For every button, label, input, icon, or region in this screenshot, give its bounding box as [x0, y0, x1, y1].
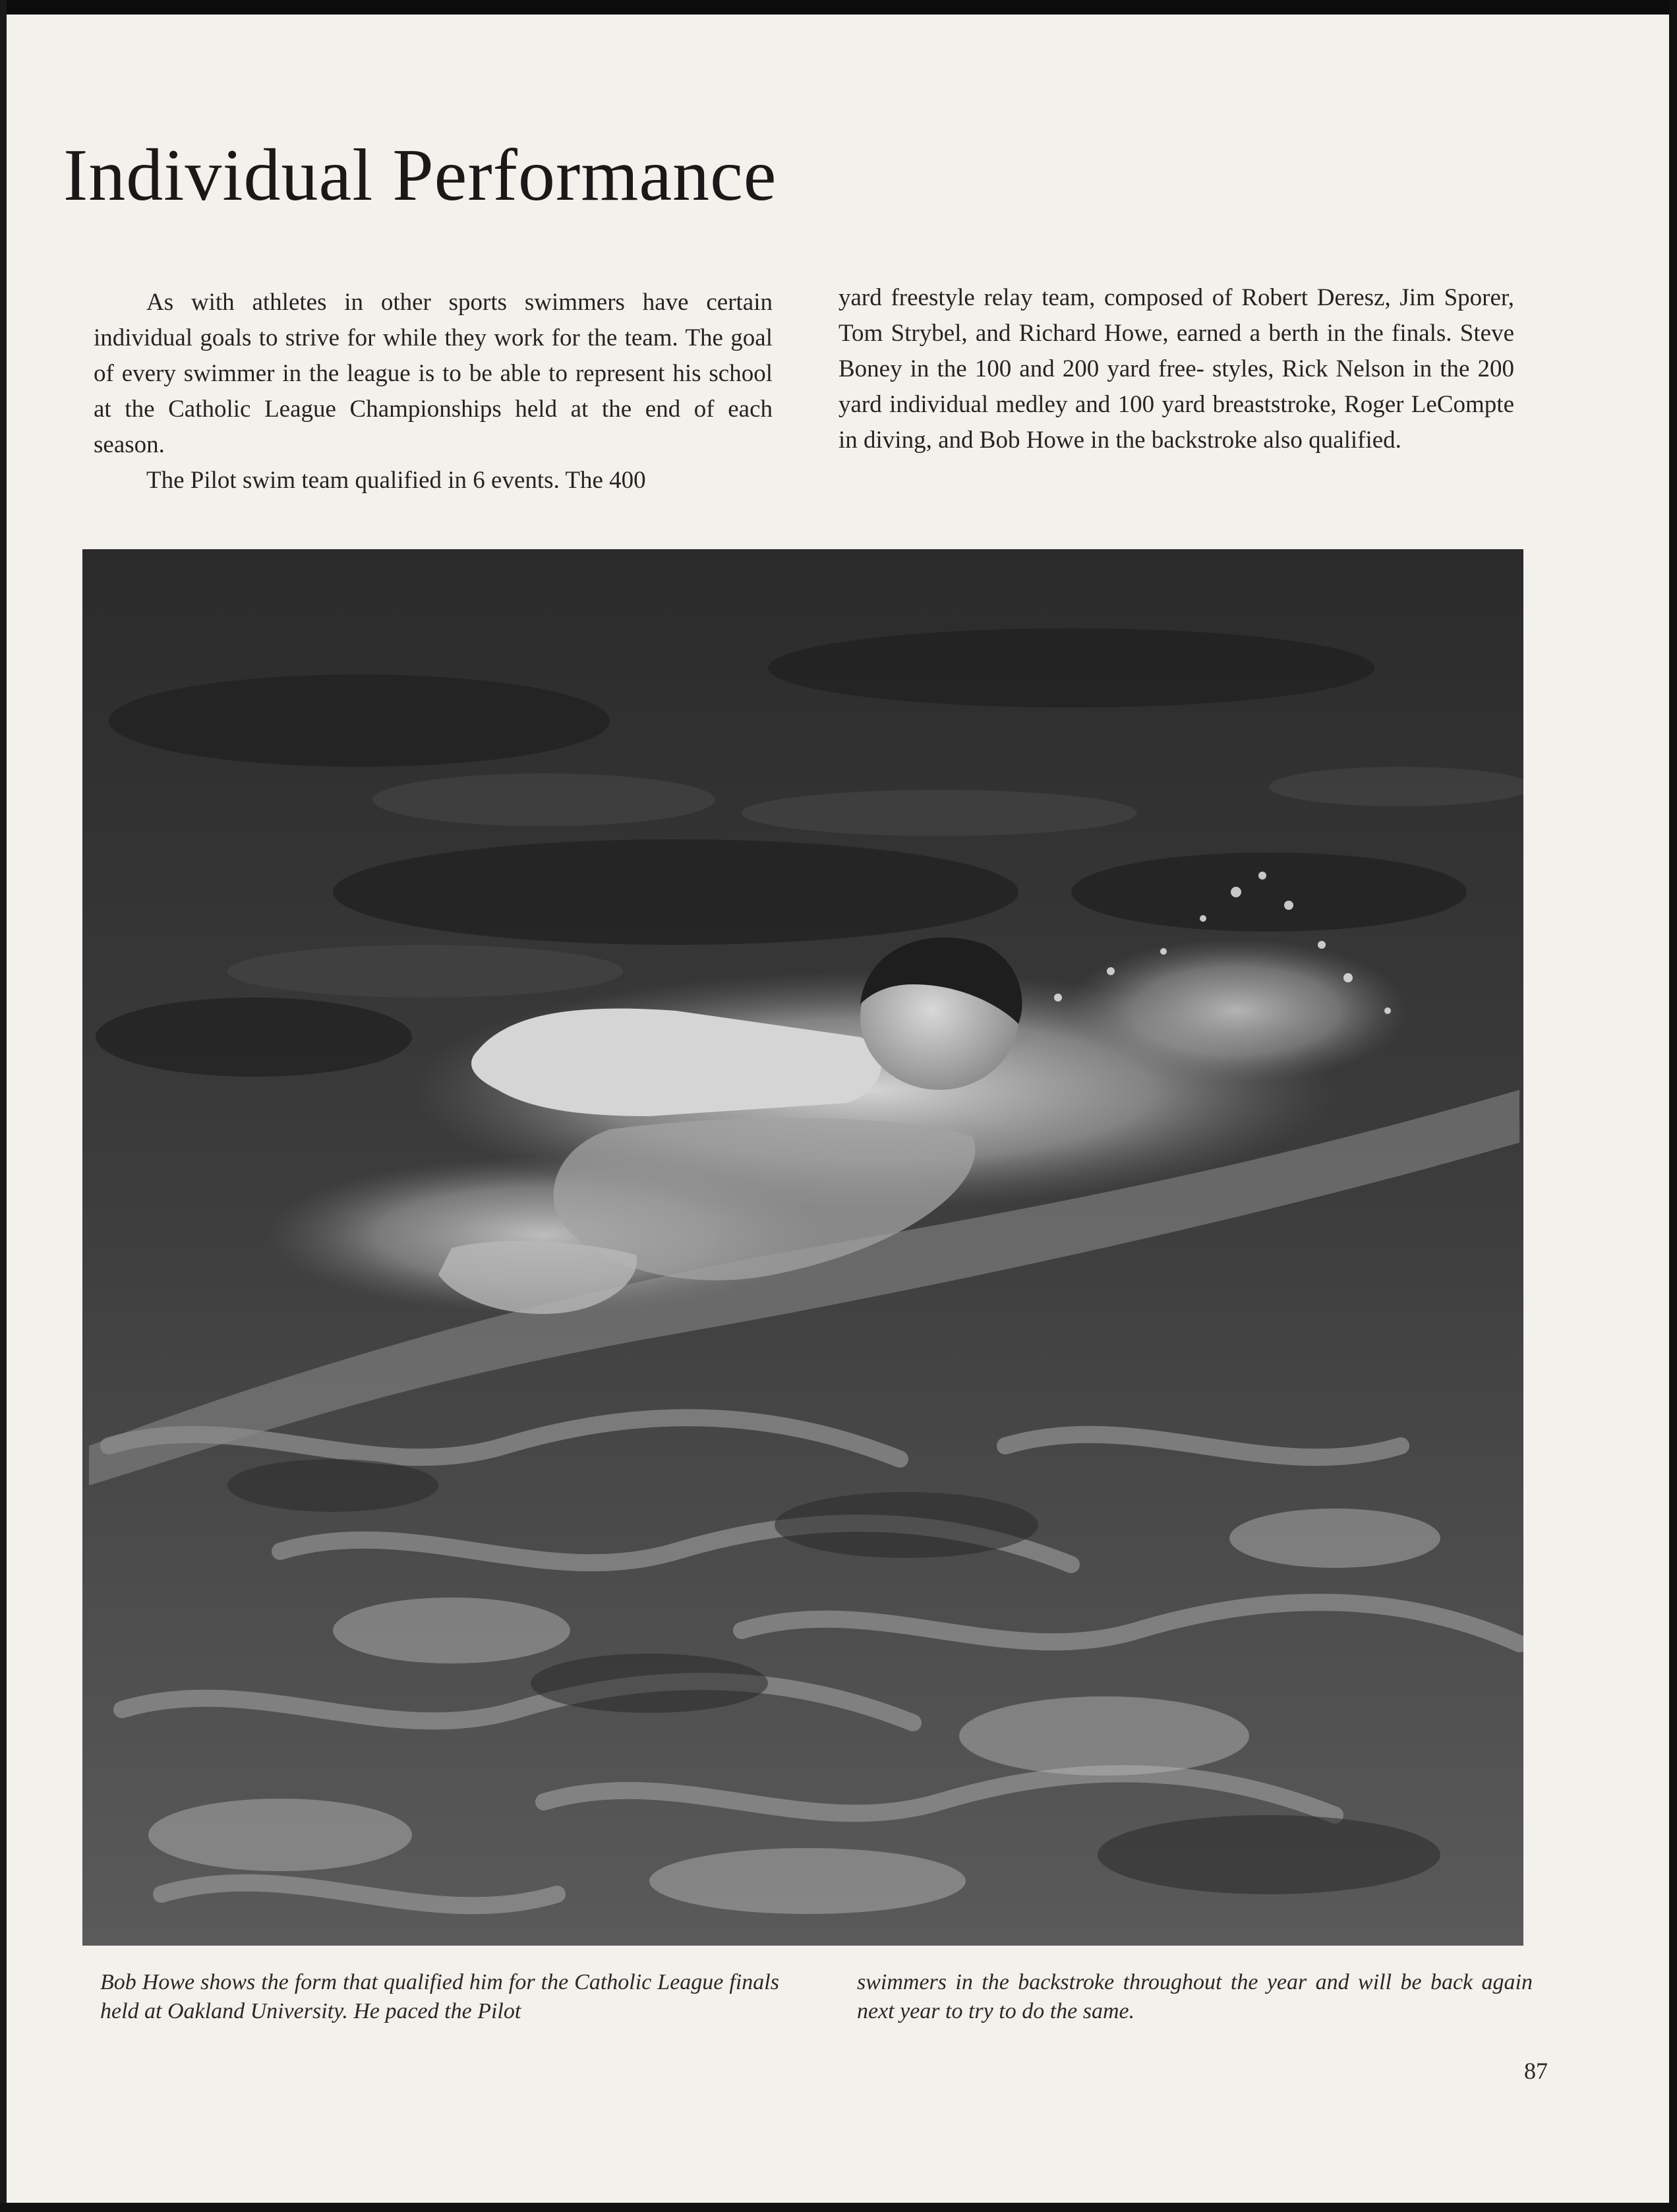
scan-edge-left [0, 0, 7, 2212]
page-number: 87 [1524, 2058, 1548, 2084]
scan-edge-bottom [0, 2203, 1677, 2212]
photo-caption-left: Bob Howe shows the form that qualified him for the Catholic League finals held at Oakland University. He paced the Pilot [100, 1970, 779, 2023]
swimmer-photo [82, 549, 1523, 1946]
page-title: Individual Performance [63, 135, 777, 216]
article-paragraph-3: yard freestyle relay team, composed of Robert Deresz, Jim Sporer, Tom Strybel, and Richard Howe, earned a berth in the finals. Steve Boney in the 100 and 200 yard free- styles, Rick Nelson in the 200 yard individual medley and 100 yard breaststroke, Roger LeCompte in diving, and Bob Howe in the backstroke also qualified. [838, 284, 1514, 454]
article-paragraph-1: As with athletes in other sports swimmers have certain individual goals to strive for while they work for the team. The goal of every swimmer in the league is to be able to represent his school at the Catholic League Championships held at the end of each season. [94, 289, 773, 458]
photo-caption-right: swimmers in the backstroke throughout the year and will be back again next year to try to do the same. [857, 1970, 1533, 2023]
article-column-right [838, 280, 1514, 458]
article-column-left [94, 285, 773, 498]
scan-edge-right [1669, 0, 1677, 2212]
scan-edge-top [0, 0, 1677, 15]
swimmer-photo-illustration [82, 549, 1523, 1946]
article-paragraph-2: The Pilot swim team qualified in 6 events. The 400 [146, 467, 646, 494]
